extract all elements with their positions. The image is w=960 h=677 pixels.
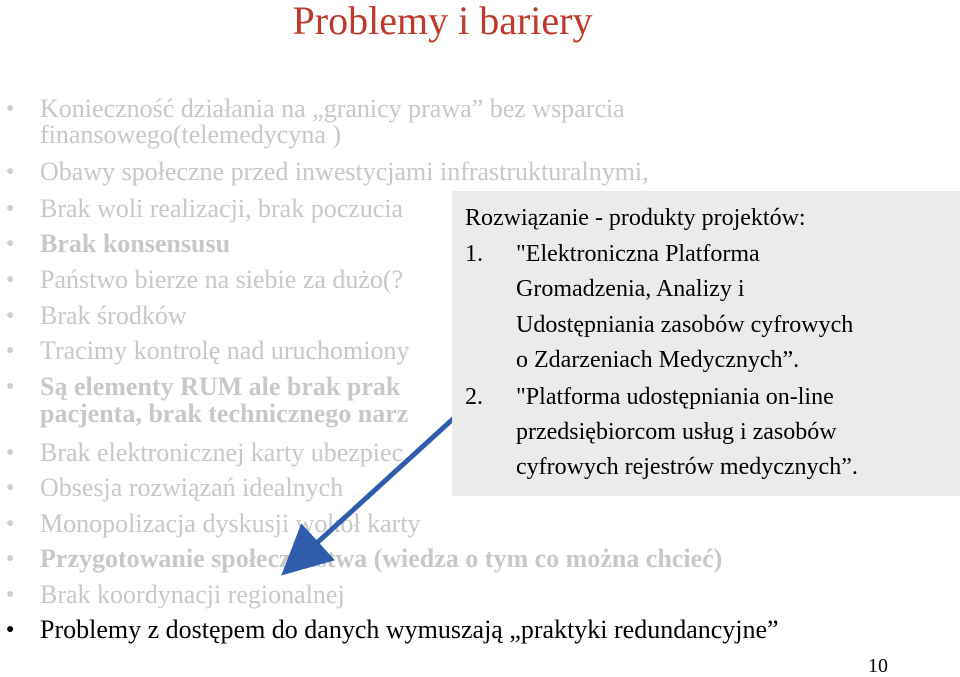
bullet-text: Państwo bierze na siebie za dużo(? — [40, 265, 404, 294]
overlay-item-text: przedsiębiorcom usług i zasobów — [516, 419, 837, 445]
overlay-item-text: "Elektroniczna Platforma — [516, 241, 760, 267]
bullet-dot-icon: ● — [6, 551, 15, 566]
bullet-text: Są elementy RUM ale brak prak — [40, 372, 401, 401]
bullet-text: finansowego(telemedycyna ) — [40, 120, 342, 149]
bullet-text: Brak elektronicznej karty ubezpiec — [40, 438, 404, 467]
overlay-item-text: "Platforma udostępniania on-line — [516, 384, 834, 410]
overlay-item-number: 2. — [465, 384, 483, 410]
bullet-dot-icon: ● — [6, 622, 15, 637]
bullet-dot-icon: ● — [6, 272, 15, 287]
bullet-text: Obsesja rozwiązań idealnych — [40, 473, 344, 502]
bullet-dot-icon: ● — [6, 164, 15, 179]
solution-overlay-box — [452, 191, 960, 496]
bullet-text: Brak koordynacji regionalnej — [40, 580, 345, 609]
overlay-item-text: o Zdarzeniach Medycznych”. — [516, 347, 800, 373]
bullet-dot-icon: ● — [6, 201, 15, 216]
bullet-text: Przygotowanie społeczeństwa (wiedza o tym co można chcieć) — [40, 544, 723, 573]
overlay-heading: Rozwiązanie - produkty projektów: — [465, 205, 806, 231]
bullet-dot-icon: ● — [6, 236, 15, 251]
bullet-text: Brak środków — [40, 301, 187, 330]
page-number: 10 — [868, 655, 888, 677]
bullet-dot-icon: ● — [6, 379, 15, 394]
bullet-text: Obawy społeczne przed inwestycjami infrastrukturalnymi, — [40, 157, 649, 186]
bullet-text: Brak woli realizacji, brak poczucia — [40, 194, 404, 223]
slide-title: Problemy i bariery — [292, 0, 593, 43]
overlay-item-number: 1. — [465, 241, 483, 267]
bullet-dot-icon: ● — [6, 445, 15, 460]
bullet-dot-icon: ● — [6, 516, 15, 531]
bullet-text: Problemy z dostępem do danych wymuszają „praktyki redundancyjne” — [40, 615, 779, 644]
bullet-text: Brak konsensusu — [40, 229, 231, 258]
bullet-text: pacjenta, brak technicznego narz — [40, 399, 409, 428]
bullet-dot-icon: ● — [6, 343, 15, 358]
bullet-dot-icon: ● — [6, 480, 15, 495]
overlay-item-text: Udostępniania zasobów cyfrowych — [516, 312, 854, 338]
bullet-dot-icon: ● — [6, 308, 15, 323]
bullet-text: Monopolizacja dyskusji wokół karty — [40, 509, 421, 538]
bullet-dot-icon: ● — [6, 101, 15, 116]
overlay-item-text: cyfrowych rejestrów medycznych”. — [516, 454, 858, 480]
bullet-dot-icon: ● — [6, 587, 15, 602]
overlay-item-text: Gromadzenia, Analizy i — [516, 276, 745, 302]
bullet-text: Konieczność działania na „granicy prawa” bez wsparcia — [40, 94, 625, 123]
bullet-text: Tracimy kontrolę nad uruchomiony — [40, 336, 410, 365]
